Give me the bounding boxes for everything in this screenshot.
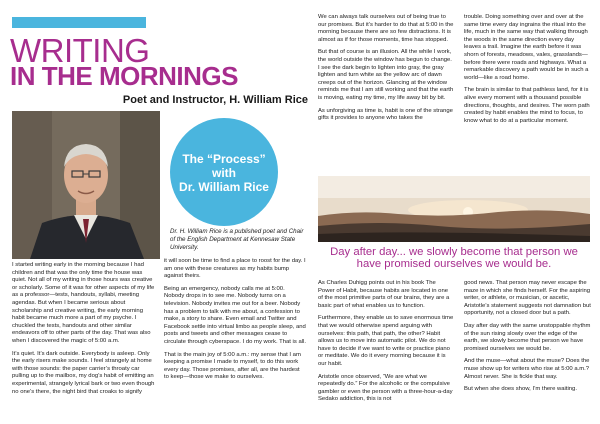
callout-line-3: Dr. William Rice [179, 180, 269, 194]
header-accent-bar [12, 17, 146, 28]
paragraph: But when she does show, I’m there waiting. [464, 386, 577, 393]
paragraph: As unforgiving as time is, habit is one of the strange gifts it provides to anyone who takes the [318, 107, 453, 122]
portrait-photo [12, 111, 160, 259]
paragraph: And the muse—what about the muse? Does the muse show up for writers who rise at 5:00 a.m.? Almost never. She is fickle that way. [464, 358, 590, 380]
paragraph: Aristotle once observed, “We are what we repeatedly do.” For the alcoholic or the compulsive gambler or even the person with a three-hour-a-day Sedako addiction, this is not [318, 373, 453, 403]
article-column-2 [164, 258, 306, 387]
article-column-5 [318, 280, 454, 409]
paragraph: trouble. Doing something over and over at the same time every day ingrains the ritual into the life, much in the same way that walking through the woods in the same direction every day leaves a trail. Imagine the earth before it was shorn of forests, meadows, vales, grasslands—before there were roads and highways. What a remarkable discovery a path would be in such a world—like a road home. [464, 14, 589, 81]
paragraph: Day after day with the same unstoppable rhythm of the sun rising slowly over the edge of the earth, we slowly become that person we have promised ourselves we would be. [464, 322, 591, 352]
paragraph: Being an emergency, nobody calls me at 5:00. Nobody drops in to see me. Nobody turns on a television. Nobody invites me out for a beer. Nobody has a problem to talk with me about, a confession to make, a story to share. Even email and Twitter and Facebook settle into virtual limbo as people sleep, and posts and tweets and other messages cease to circulate through cyberspace. I do my work. That is all. [164, 285, 306, 345]
pull-quote: Day after day... we slowly become that person we have promised ourselves we would be. [330, 246, 578, 270]
article-column-1 [12, 262, 156, 401]
portrait-illustration [12, 111, 160, 259]
paragraph: That is the main joy of 5:00 a.m.: my sense that I am keeping a promise I made to myself, to do this work every day. Those promises, after all, are the hardest to keep—those we make to ourselves. [164, 351, 301, 381]
paragraph: But that of course is an illusion. All the while I work, the world outside the window has begun to change. I see the dark begin to lighten into gray, the gray lighten and turn white as the yellow arc of dawn creeps out of the horizon. Glancing at the window reminds me that I am still working and that the earth is moving, eating my time, my life away bit by bit. [318, 49, 454, 101]
title-line-2: IN THE MORNINGS [10, 61, 238, 91]
title-line-1: WRITING [10, 32, 150, 69]
callout-line-1: The “Process” [182, 152, 266, 166]
byline: Poet and Instructor, H. William Rice [122, 94, 308, 106]
sunset-illustration [318, 176, 590, 242]
paragraph: Furthermore, they enable us to save enormous time that we would otherwise spend arguing with ourselves: this path, that path, the other? Habit allows us to move into automatic pilot. We do not have to decide if we want to write or practice piano or meditate. We do it every morning because it is our habit. [318, 315, 454, 367]
paragraph: It’s quiet. It’s dark outside. Everybody is asleep. Only the early risers make sounds. I feel strangely at home with those sounds: the paper carrier’s throaty car pulling up to the mailbox, my dog’s habit of emitting an experimental, strangely lyrical bark or two even though no one’s there, the night bird that croaks to signify [12, 350, 155, 395]
callout-line-2: with [212, 166, 236, 180]
article-column-6 [464, 280, 592, 399]
process-callout-circle [170, 118, 278, 226]
article-column-4 [464, 14, 592, 130]
paragraph: good news. That person may never escape the maze in which she finds herself. For the aspiring writer, or athlete, or musician, or ascetic, Aristotle’s statement suggests not damnation but opportunity, not a closed door but a path. [464, 280, 591, 317]
sunset-photo [318, 176, 590, 242]
paragraph: it will soon be time to find a place to roost for the day. I am one with these creatures as my habits bump against theirs. [164, 258, 306, 280]
article-column-3 [318, 14, 454, 128]
paragraph: As Charles Duhigg points out in his book The Power of Habit, because habits are located in one of the most primitive parts of our brains, they are a basic part of what enables us to function. [318, 280, 450, 309]
photo-caption: Dr. H. William Rice is a published poet and Chair of the English Department at Kennesaw State University. [170, 228, 304, 251]
paragraph: The brain is similar to that pathless land, for it is alive every moment with a thousand possible directions, thoughts, and desires. The worn path created by habit enables the mind to focus, to know what to do at a particular moment. [464, 87, 590, 124]
paragraph: I started writing early in the morning because I had children and that was the only time the house was quiet. Not all of my writing in those hours was creative or scholarly. Some of it was for other aspects of my life as a professor—tests, handouts, syllabi, meeting agendas. But when I became serious about scholarship and creative writing, the early morning habit became much more a part of my psyche. I chuckled the tests, handouts and other similar endeavors off to other parts of the day. That was also when I discovered the magic of 5:00 a.m. [12, 262, 155, 344]
paragraph: We can always talk ourselves out of being true to our promises. But it’s harder to do that at 5:00 in the morning because there are so few distractions. It is almost as if for those moments, time has stopped. [318, 14, 454, 43]
